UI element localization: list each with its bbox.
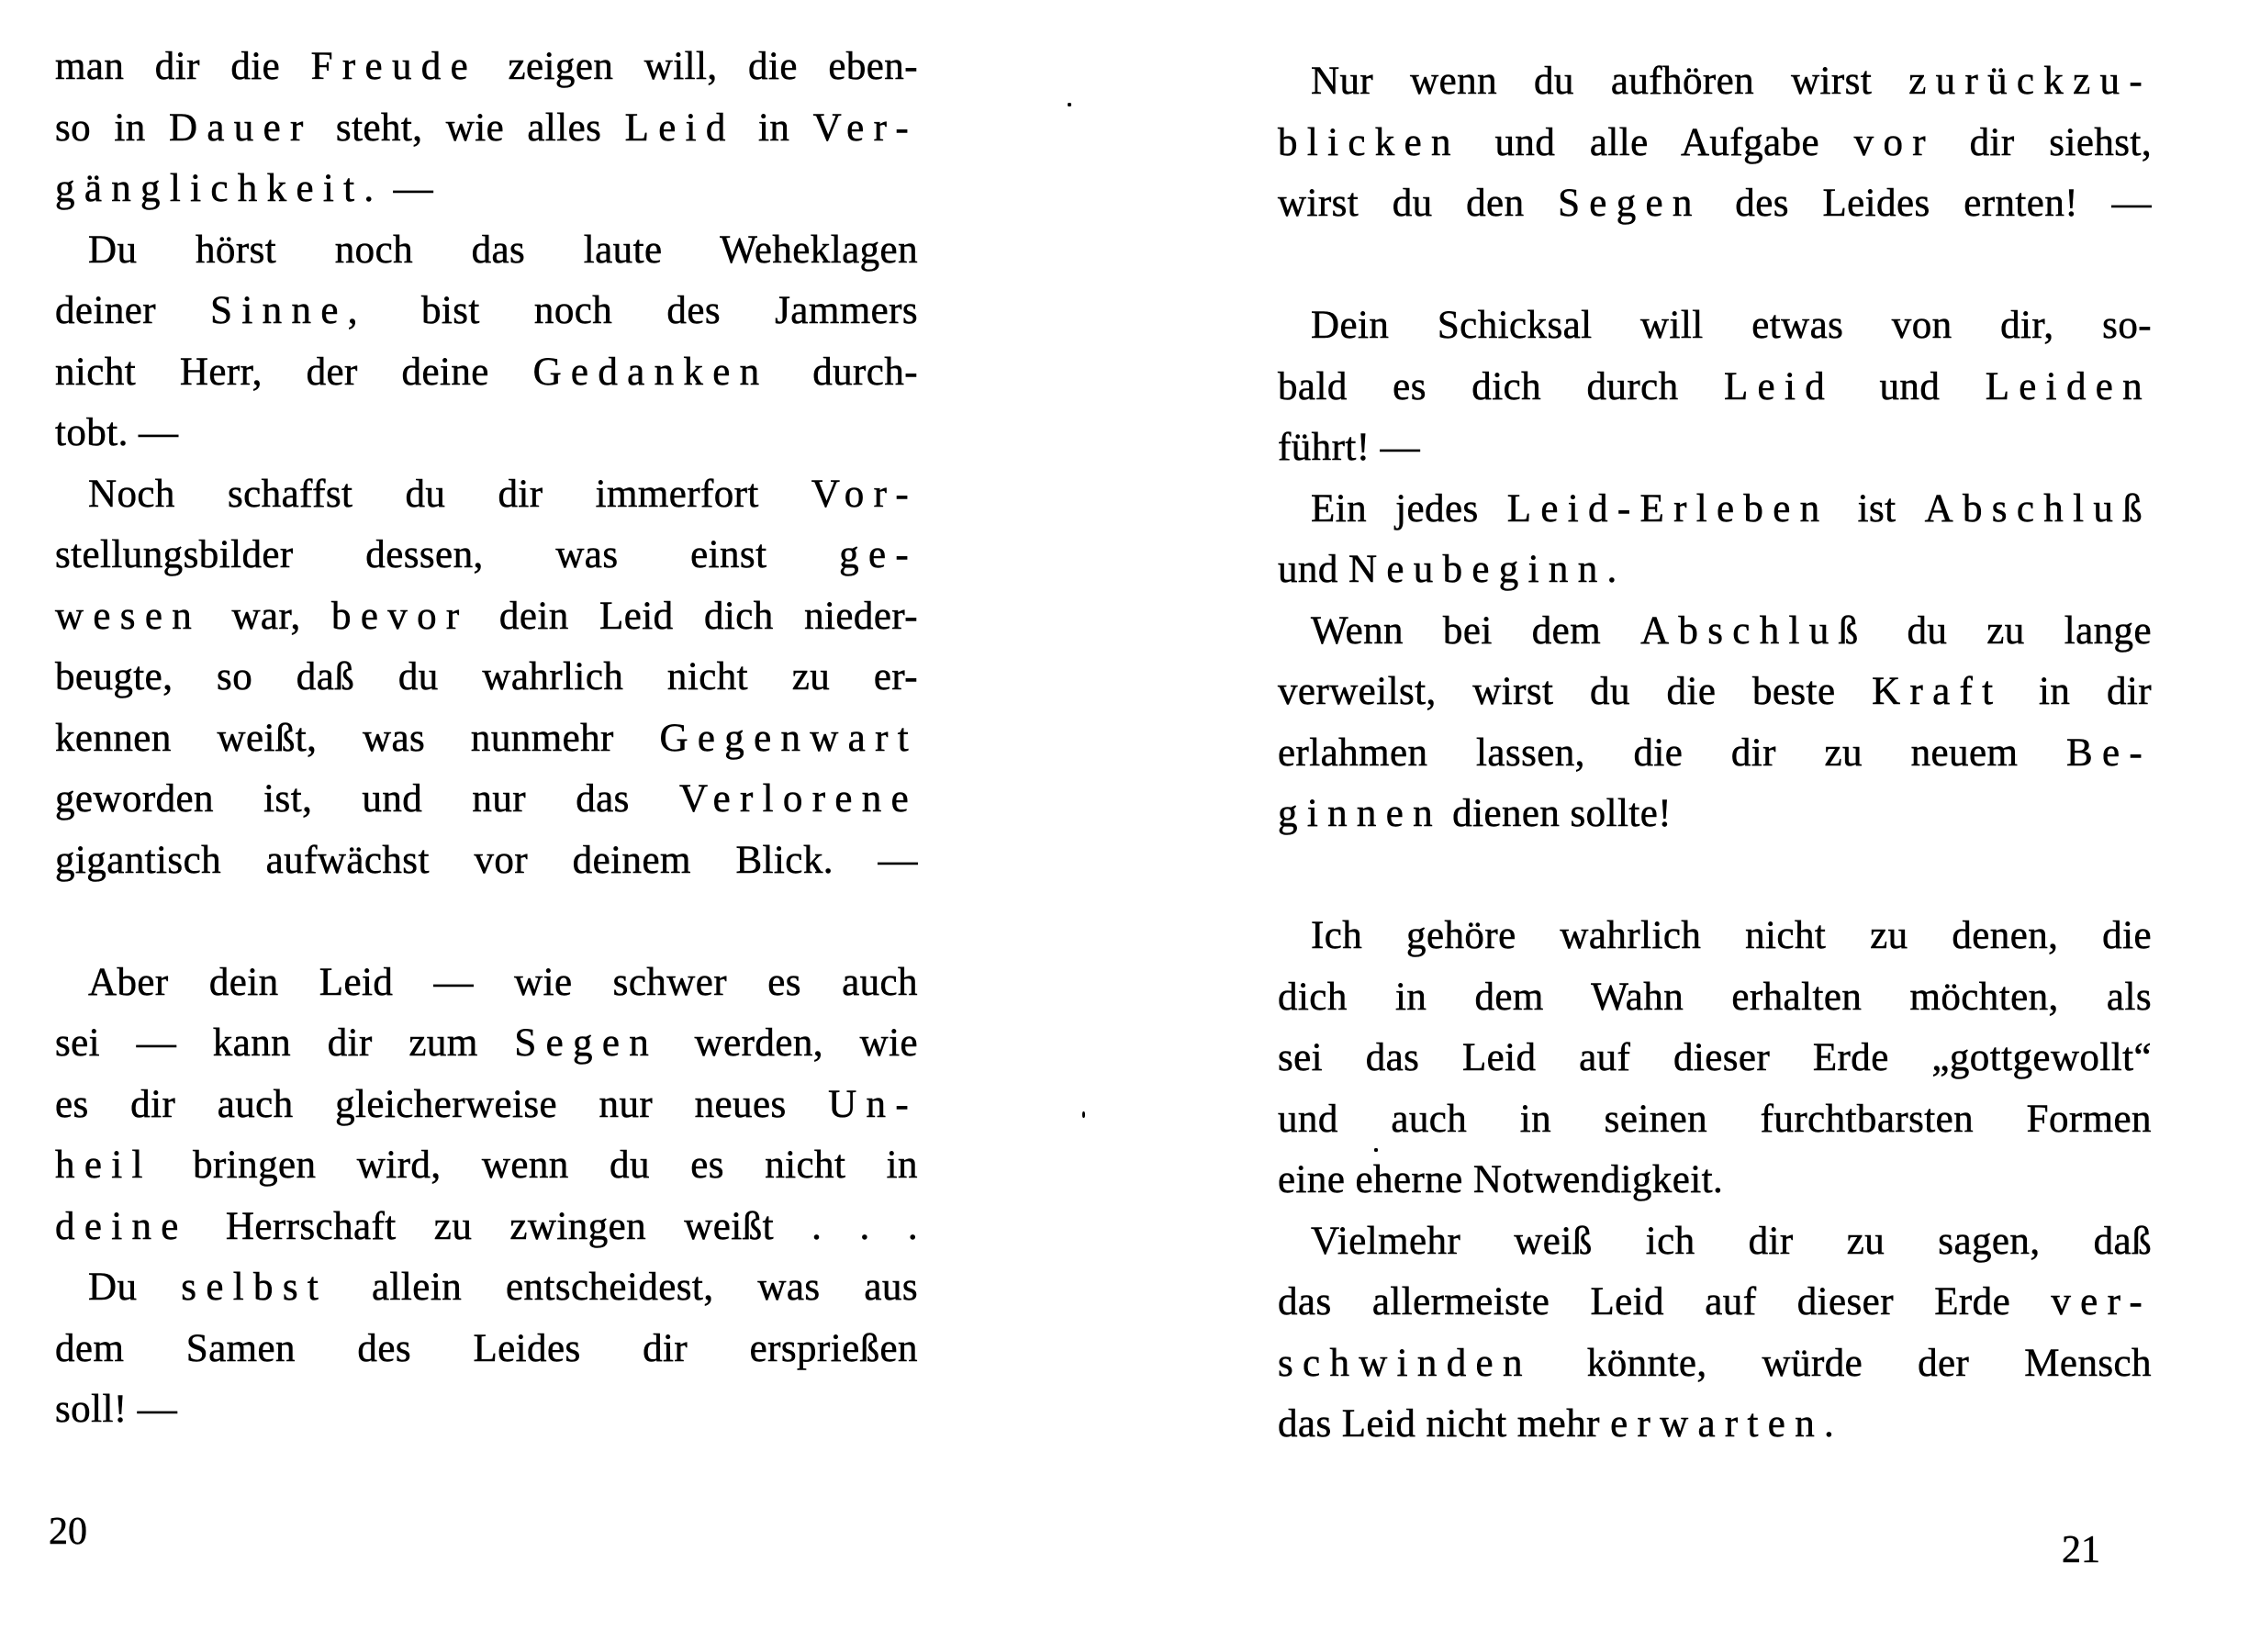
text-line — [55, 220, 918, 282]
text-segment: erlahmen lassen, die dir zu neuem — [1278, 731, 2066, 775]
text-line — [1278, 296, 2152, 357]
text-line — [55, 403, 918, 464]
text-segment: sei — kann dir zum — [55, 1021, 515, 1065]
letterspaced-word: deine — [55, 1204, 188, 1248]
text-segment: beugte, so daß du wahrlich nicht zu er- — [55, 655, 918, 698]
page-number-right: 21 — [2062, 1529, 2100, 1571]
paragraph-gap — [1278, 845, 2152, 907]
letterspaced-word: Dauer — [168, 106, 313, 150]
text-segment: und auch in seinen furchtbarsten Formen — [1278, 1097, 2152, 1141]
text-line — [1278, 357, 2152, 419]
text-segment: dein Leid dich nieder- — [468, 594, 918, 638]
text-segment: ist — [1829, 486, 1925, 530]
text-segment: sei das Leid auf dieser Erde „gottgewollt“ — [1278, 1036, 2152, 1079]
text-segment: Nur wenn du aufhören wirst — [1311, 60, 1909, 103]
ink-speck — [1068, 103, 1071, 106]
text-line — [55, 342, 918, 404]
text-segment: es dir auch gleicherweise nur neues — [55, 1082, 829, 1126]
letterspaced-word: Gegenwart — [659, 716, 918, 760]
text-segment: könnte, würde der Mensch — [1531, 1341, 2152, 1385]
text-line — [1278, 1334, 2152, 1395]
text-line — [1278, 1211, 2152, 1273]
text-segment: Du — [88, 1266, 182, 1309]
text-segment: so in — [55, 106, 169, 150]
text-line — [55, 1379, 918, 1441]
ink-speck — [1082, 1111, 1085, 1118]
text-line — [1278, 113, 2152, 174]
letterspaced-word: Leid — [1723, 364, 1835, 408]
text-segment: zeigen will, die eben- — [477, 45, 918, 88]
text-line — [55, 953, 918, 1014]
letterspaced-word: Sinne, — [210, 289, 367, 332]
text-segment: — — [383, 167, 434, 210]
letterspaced-word: Gedanken — [532, 350, 769, 394]
text-segment: allein entscheidest, was aus — [328, 1266, 919, 1309]
text-segment: das Leid nicht mehr — [1278, 1402, 1611, 1446]
text-segment: dir siehst, — [1934, 120, 2152, 164]
text-line — [1278, 173, 2152, 235]
letterspaced-word: gänglichkeit. — [55, 167, 384, 210]
text-segment: das allermeiste Leid auf dieser Erde — [1278, 1280, 2052, 1323]
text-line — [55, 1013, 918, 1075]
letterspaced-word: ginnen — [1278, 792, 1442, 835]
text-segment: tobt. — — [55, 411, 179, 454]
text-line — [1278, 418, 2152, 479]
text-segment: Dein Schicksal will etwas von dir, so- — [1311, 304, 2152, 347]
letterspaced-word: Kraft — [1872, 670, 2003, 713]
letterspaced-word: ge- — [839, 533, 918, 576]
letterspaced-word: Verlorene — [678, 777, 918, 820]
text-line — [1278, 1089, 2152, 1151]
text-line — [55, 586, 918, 648]
text-segment: verweilst, wirst du die beste — [1278, 670, 1873, 713]
letterspaced-word: bevor — [331, 594, 469, 638]
text-line — [55, 1075, 918, 1136]
text-line — [55, 1319, 918, 1380]
text-line — [55, 647, 918, 709]
text-segment: Aber dein Leid — wie schwer es auch — [88, 960, 918, 1004]
letterspaced-word: wesen — [55, 594, 202, 638]
text-segment: wirst du den — [1278, 182, 1559, 225]
text-segment: durch- — [768, 350, 918, 394]
page-left-text — [55, 37, 918, 1441]
text-line — [1278, 601, 2152, 663]
text-segment: und — [1278, 548, 1348, 591]
text-segment: steht, wie alles — [312, 106, 625, 150]
text-line — [1278, 1272, 2152, 1334]
letterspaced-word: erwarten. — [1610, 1402, 1844, 1446]
text-segment: und alle Aufgabe — [1460, 120, 1854, 164]
text-segment: dem Samen des Leides dir ersprießen — [55, 1326, 918, 1370]
text-line — [1278, 967, 2152, 1029]
letterspaced-word: Abschluß — [1640, 608, 1868, 653]
letterspaced-word: Neubeginn. — [1348, 548, 1627, 591]
text-line — [55, 1197, 918, 1258]
text-line — [1278, 906, 2152, 967]
text-segment: in dir — [2002, 670, 2152, 713]
text-segment: soll! — — [55, 1388, 178, 1431]
letterspaced-word: Un- — [828, 1082, 918, 1126]
letterspaced-word: Vor- — [811, 472, 918, 516]
letterspaced-word: zurückzu- — [1908, 60, 2152, 103]
text-segment: Ich gehöre wahrlich nicht zu denen, die — [1311, 914, 2152, 957]
text-line — [1278, 540, 2152, 601]
text-segment: führt! — — [1278, 426, 1421, 469]
text-segment: du zu lange — [1867, 608, 2152, 653]
letterspaced-word: Leiden — [1985, 364, 2152, 408]
letterspaced-word: heil — [55, 1144, 152, 1187]
text-line — [55, 769, 918, 831]
text-segment: dich in dem Wahn erhalten möchten, als — [1278, 975, 2152, 1019]
text-line — [55, 98, 918, 160]
text-segment: Herrschaft zu zwingen weißt . . . — [187, 1204, 918, 1248]
letterspaced-word: ver- — [2051, 1280, 2152, 1323]
paragraph-gap — [55, 891, 918, 953]
text-segment: bald es dich durch — [1278, 364, 1724, 408]
text-line — [1278, 51, 2152, 113]
letterspaced-word: Segen — [1558, 182, 1702, 225]
letterspaced-word: vor — [1853, 120, 1935, 164]
text-line — [1278, 479, 2152, 541]
text-segment: eine eherne Notwendigkeit. — [1278, 1158, 1724, 1201]
letterspaced-word: Leid — [624, 106, 735, 150]
text-line — [1278, 723, 2152, 785]
text-segment: gigantisch aufwächst vor deinem Blick. — — [55, 838, 918, 882]
ink-speck — [1374, 1148, 1378, 1152]
text-line — [55, 37, 918, 98]
text-segment: Noch schaffst du dir immerfort — [88, 472, 811, 516]
text-segment: bringen wird, wenn du es nicht in — [151, 1144, 918, 1187]
text-segment: Du hörst noch das laute Weheklagen — [88, 228, 918, 272]
page-right-text — [1278, 51, 2152, 1456]
text-segment: kennen weißt, was nunmehr — [55, 716, 660, 760]
letterspaced-word: selbst — [181, 1266, 329, 1309]
text-line — [55, 1135, 918, 1197]
text-segment: dienen sollte! — [1441, 792, 1672, 835]
text-segment: werden, wie — [658, 1021, 918, 1065]
text-line — [55, 831, 918, 892]
letterspaced-word: Ver- — [812, 106, 919, 150]
text-line — [1278, 1028, 2152, 1089]
text-line — [55, 1257, 918, 1319]
text-segment: in — [734, 106, 813, 150]
text-line — [55, 281, 918, 342]
page-number-left: 20 — [49, 1511, 87, 1553]
letterspaced-word: Abschluß — [1924, 486, 2152, 530]
text-segment: bist noch des Jammers — [366, 289, 919, 332]
paragraph-gap — [1278, 235, 2152, 296]
text-segment: geworden ist, und nur das — [55, 777, 679, 820]
text-segment: Vielmehr weiß ich dir zu sagen, daß — [1311, 1219, 2152, 1263]
letterspaced-word: Leid-Erleben — [1506, 486, 1829, 530]
letterspaced-word: schwinden — [1278, 1341, 1532, 1385]
text-line — [1278, 784, 2152, 845]
text-segment: nicht Herr, der deine — [55, 350, 533, 394]
text-line — [1278, 662, 2152, 723]
text-segment: und — [1834, 364, 1986, 408]
text-segment: stellungsbilder dessen, was einst — [55, 533, 840, 576]
letterspaced-word: blicken — [1278, 120, 1460, 164]
text-line — [1278, 1150, 2152, 1211]
letterspaced-word: Segen — [514, 1021, 659, 1065]
text-line — [55, 464, 918, 526]
text-line — [55, 525, 918, 586]
text-segment: Ein jedes — [1311, 486, 1507, 530]
text-line — [1278, 1394, 2152, 1456]
text-segment: des Leides ernten! — — [1701, 182, 2152, 225]
text-segment: war, — [201, 594, 332, 638]
letterspaced-word: Be- — [2065, 731, 2152, 775]
text-line — [55, 709, 918, 770]
text-segment: man dir die — [55, 45, 311, 88]
text-line — [55, 159, 918, 220]
letterspaced-word: Freude — [310, 45, 477, 88]
text-segment: deiner — [55, 289, 211, 332]
text-segment: Wenn bei dem — [1311, 608, 1641, 653]
